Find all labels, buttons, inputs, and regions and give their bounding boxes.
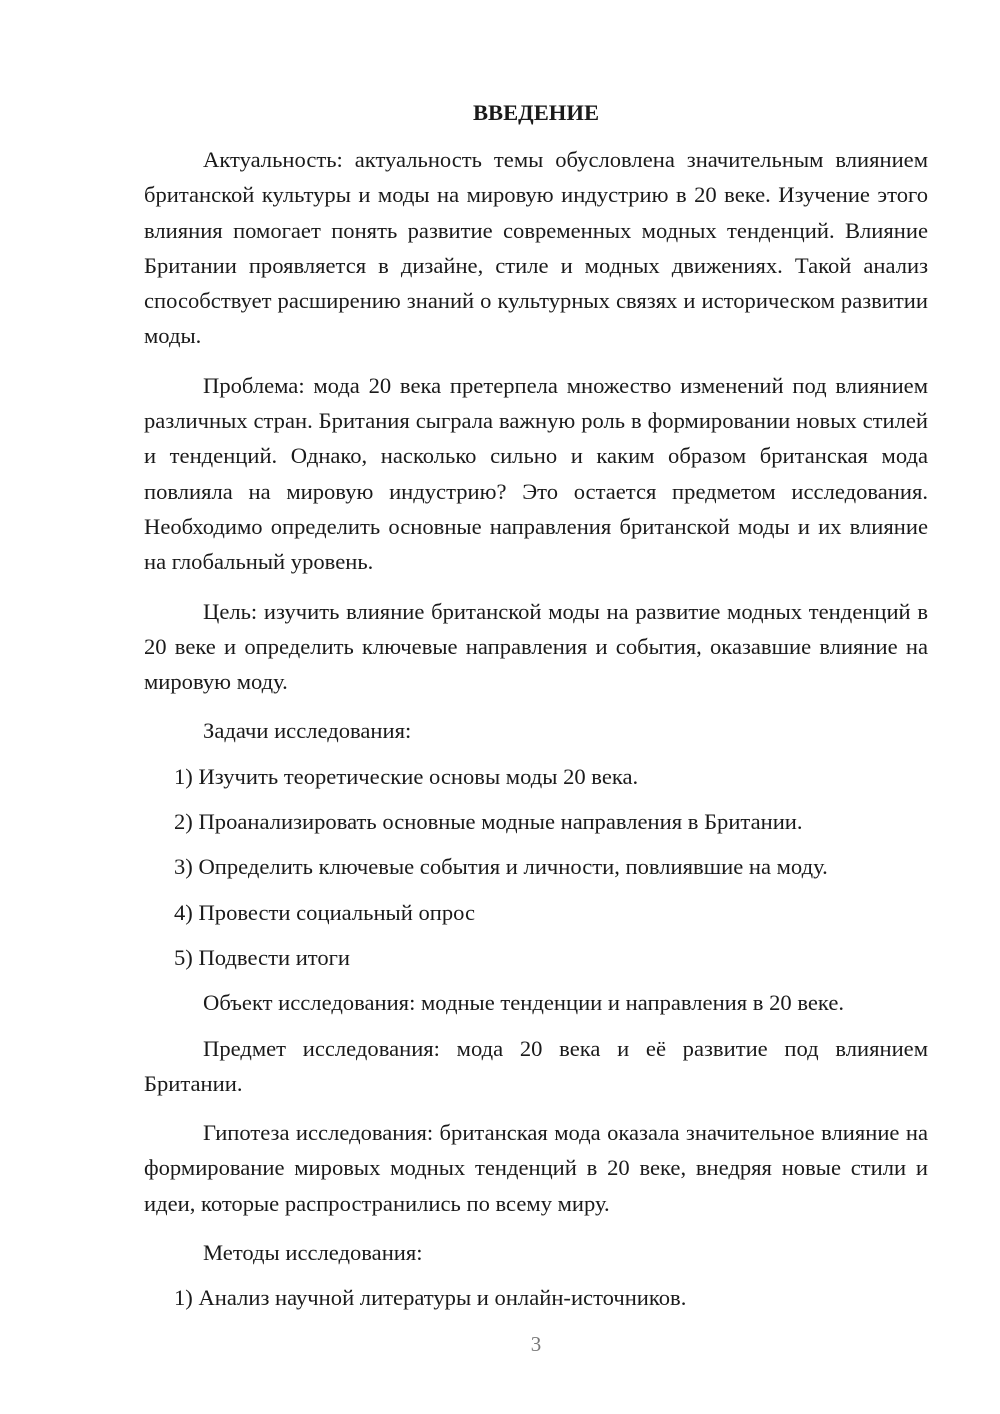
- paragraph-problem: Проблема: мода 20 века претерпела множество изменений под влиянием различных стран. Британия сыграла важную роль в формировании новых стилей и тенденций. Однако, насколько сильно и каким образом британская мода повлияла на мировую индустрию? Это остается предметом исследования. Необходимо определить основные направления британской моды и их влияние на глобальный уровень.: [144, 372, 928, 575]
- page-content: [144, 95, 928, 1326]
- methods-heading: Методы исследования:: [203, 1240, 423, 1266]
- paragraph-subject: Предмет исследования: мода 20 века и её развитие под влиянием Британии.: [144, 1035, 928, 1096]
- list-item-method-1: 1) Анализ научной литературы и онлайн-источников.: [174, 1285, 687, 1311]
- paragraph-relevance: Актуальность: актуальность темы обусловлена значительным влиянием британской культуры и моды на мировую индустрию в 20 веке. Изучение этого влияния помогает понять развитие современных модных тенденций. Влияние Британии проявляется в дизайне, стиле и модных движениях. Такой анализ способствует расширению знаний о культурных связях и историческом развитии моды.: [144, 147, 928, 349]
- list-item-task-2: 2) Проанализировать основные модные направления в Британии.: [174, 809, 803, 835]
- list-item-task-4: 4) Провести социальный опрос: [174, 899, 476, 925]
- paragraph-object: Объект исследования: модные тенденции и направления в 20 веке.: [203, 990, 845, 1016]
- tasks-heading: Задачи исследования:: [203, 718, 412, 744]
- list-item-task-5: 5) Подвести итоги: [174, 944, 351, 970]
- paragraph-hypothesis: Гипотеза исследования: британская мода оказала значительное влияние на формирование мировых модных тенденций в 20 веке, внедряя новые стили и идеи, которые распространились по всему миру.: [144, 1120, 928, 1216]
- list-item-task-1: 1) Изучить теоретические основы моды 20 века.: [174, 763, 639, 789]
- page-number: 3: [530, 1332, 542, 1356]
- page-title: ВВЕДЕНИЕ: [472, 100, 600, 125]
- paragraph-goal: Цель: изучить влияние британской моды на развитие модных тенденций в 20 веке и определить ключевые направления и события, оказавшие влияние на мировую моду.: [144, 598, 928, 695]
- list-item-task-3: 3) Определить ключевые события и личности, повлиявшие на моду.: [174, 854, 828, 880]
